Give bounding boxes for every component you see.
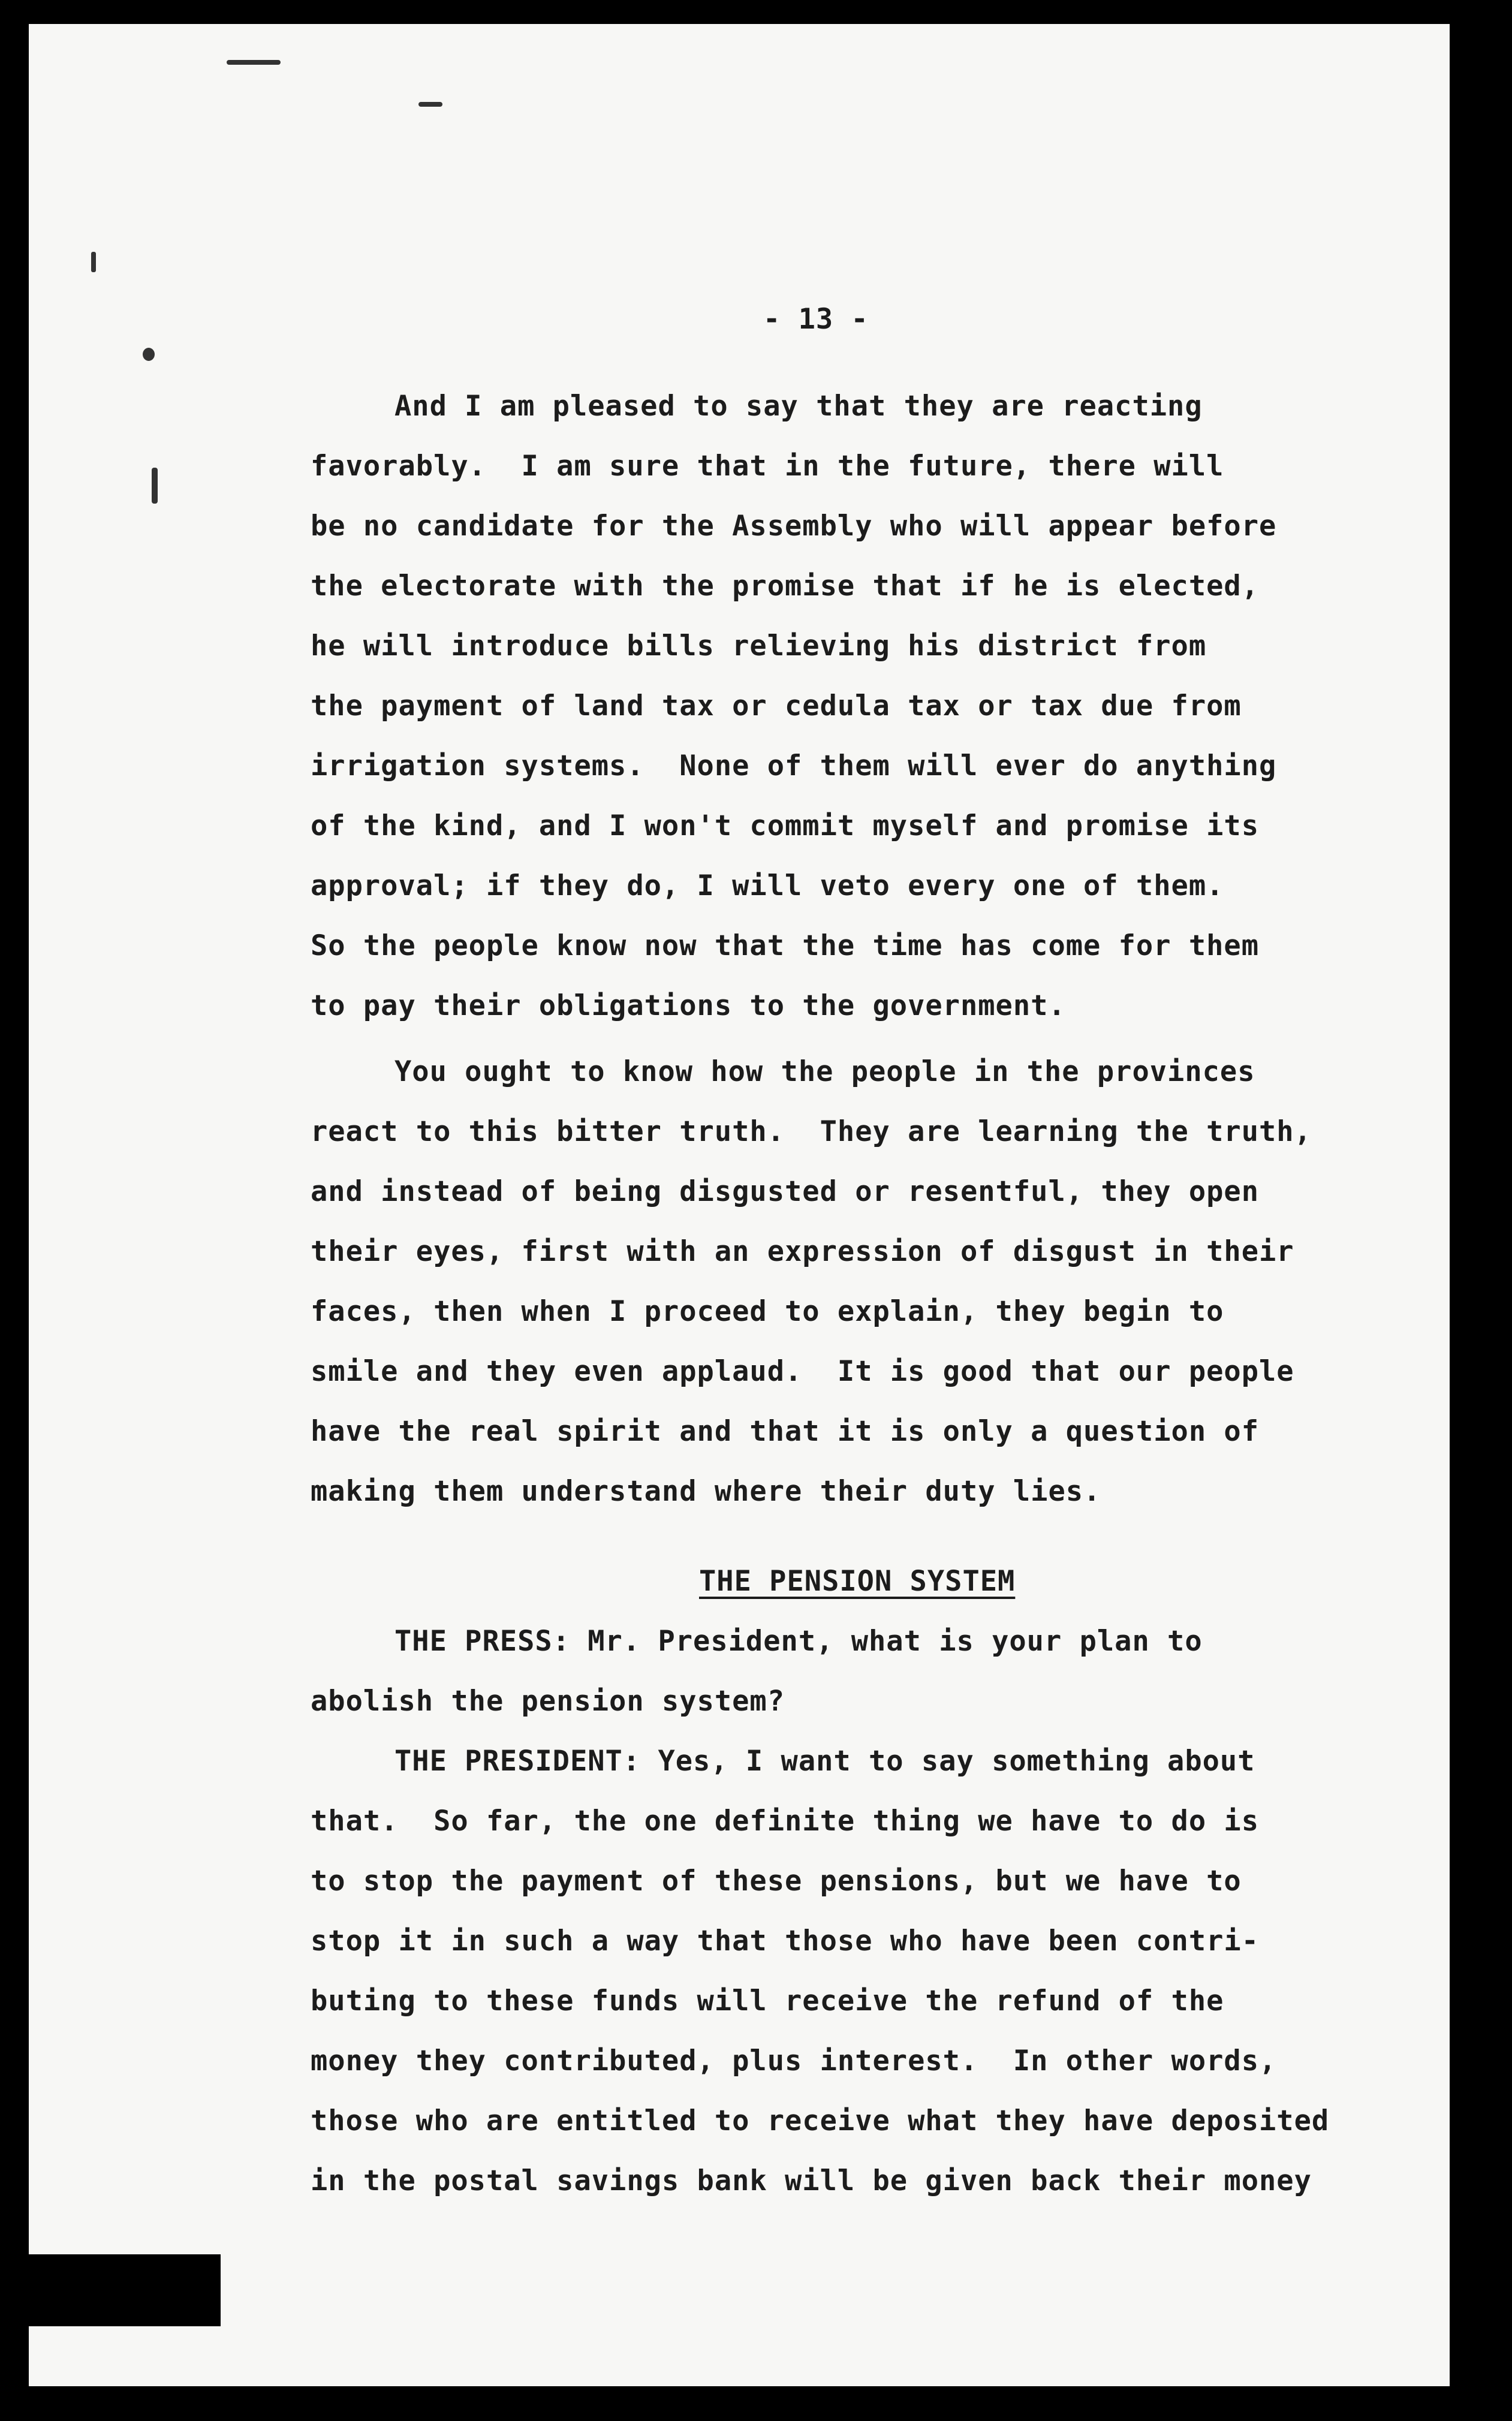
paragraph-1-line-7: irrigation systems. None of them will ever do anything [311, 749, 1277, 782]
paragraph-1-line-11: to pay their obligations to the government. [311, 989, 1066, 1022]
scan-edge-shadow [29, 2254, 221, 2326]
paragraph-1-line-1: And I am pleased to say that they are reacting [394, 390, 1203, 423]
scan-speck [143, 348, 155, 361]
paragraph-1-line-10: So the people know now that the time has come for them [311, 929, 1260, 962]
page-number: - 13 - [763, 303, 869, 336]
scan-speck [418, 102, 442, 107]
answer-line-8: in the postal savings bank will be given back their money [311, 2164, 1312, 2197]
paragraph-2-line-3: and instead of being disgusted or resentful, they open [311, 1175, 1260, 1208]
document-page [29, 24, 1450, 2386]
answer-speaker: THE PRESIDENT: [394, 1745, 641, 1778]
paragraph-1-line-3: be no candidate for the Assembly who will appear before [311, 510, 1277, 543]
paragraph-1-line-9: approval; if they do, I will veto every one of them. [311, 869, 1224, 902]
answer-line-2: that. So far, the one definite thing we have to do is [311, 1805, 1260, 1838]
paragraph-1-line-6: the payment of land tax or cedula tax or tax due from [311, 689, 1242, 722]
answer-line-5: buting to these funds will receive the refund of the [311, 1985, 1224, 2018]
paragraph-1-line-8: of the kind, and I won't commit myself and promise its [311, 809, 1260, 842]
question-line-1 [394, 1625, 1203, 1658]
scan-speck [227, 60, 281, 65]
answer-line-1 [394, 1745, 1255, 1778]
paragraph-2-line-5: faces, then when I proceed to explain, they begin to [311, 1295, 1224, 1328]
paragraph-1-line-2: favorably. I am sure that in the future, there will [311, 450, 1224, 483]
question-speaker: THE PRESS: [394, 1625, 570, 1658]
answer-line-3: to stop the payment of these pensions, but we have to [311, 1865, 1242, 1898]
paragraph-1-line-4: the electorate with the promise that if he is elected, [311, 570, 1260, 603]
scan-speck [91, 252, 96, 272]
answer-line-6: money they contributed, plus interest. In other words, [311, 2044, 1277, 2077]
answer-line-7: those who are entitled to receive what they have deposited [311, 2104, 1330, 2137]
paragraph-2-line-8: making them understand where their duty lies. [311, 1475, 1101, 1508]
paragraph-2-line-4: their eyes, first with an expression of disgust in their [311, 1235, 1294, 1268]
scan-speck [152, 468, 158, 504]
paragraph-2-line-1: You ought to know how the people in the provinces [394, 1055, 1255, 1088]
paragraph-2-line-2: react to this bitter truth. They are learning the truth, [311, 1115, 1312, 1148]
paragraph-2-line-6: smile and they even applaud. It is good that our people [311, 1355, 1294, 1388]
question-line-2: abolish the pension system? [311, 1685, 785, 1718]
section-heading: THE PENSION SYSTEM [699, 1565, 1016, 1598]
question-text-1: Mr. President, what is your plan to [570, 1625, 1203, 1658]
answer-text-1: Yes, I want to say something about [640, 1745, 1255, 1778]
answer-line-4: stop it in such a way that those who have been contri- [311, 1925, 1260, 1958]
paragraph-2-line-7: have the real spirit and that it is only a question of [311, 1415, 1260, 1448]
paragraph-1-line-5: he will introduce bills relieving his district from [311, 630, 1207, 663]
